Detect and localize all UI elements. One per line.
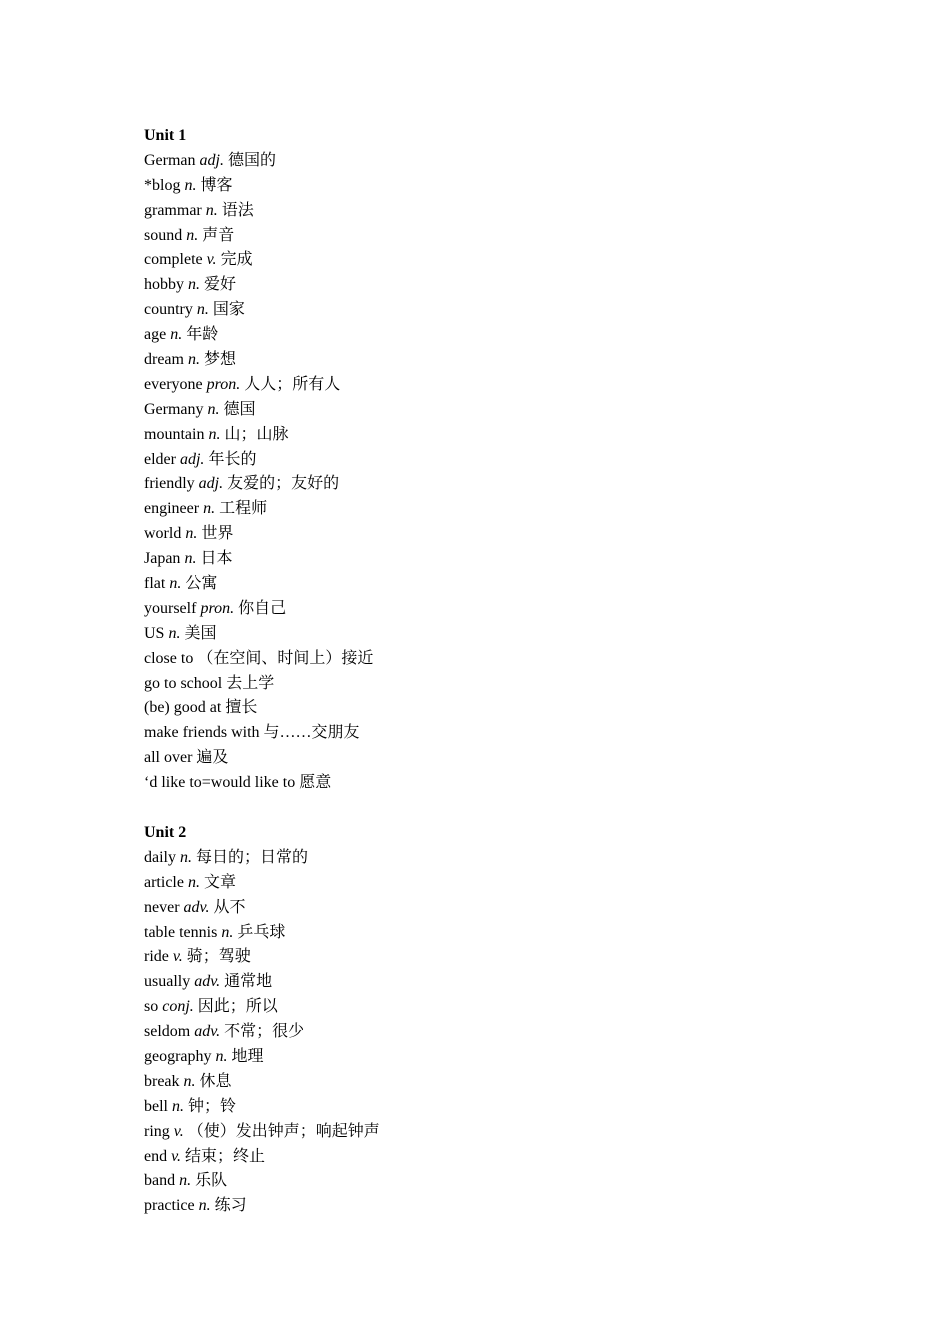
part-of-speech: n. [207,400,220,418]
vocab-meaning: 德国的 [227,151,276,169]
vocab-word: German [144,151,196,169]
vocab-entry [144,597,844,622]
vocab-entry [144,871,844,896]
vocab-entry [144,622,844,647]
vocab-word: ride [144,948,169,966]
part-of-speech: n. [168,624,181,642]
vocab-word: everyone [144,375,203,393]
part-of-speech: n. [208,425,221,443]
vocab-entry [144,572,844,597]
vocab-entry [144,1045,844,1070]
vocab-word: dream [144,351,184,369]
vocab-word: Germany [144,400,204,418]
vocabulary-list [144,124,844,1219]
vocab-meaning: 爱好 [204,276,237,294]
vocab-word: break [144,1072,180,1090]
vocab-entry [144,373,844,398]
vocab-meaning: 山；山脉 [224,425,289,443]
vocab-meaning: 工程师 [219,500,268,518]
part-of-speech: pron. [206,375,241,393]
part-of-speech: n. [183,1072,196,1090]
vocab-word: daily [144,848,176,866]
unit-title: Unit 2 [144,823,187,841]
vocab-meaning: 国家 [212,301,245,319]
vocab-word: country [144,301,193,319]
vocab-entry [144,746,844,771]
vocab-entry [144,970,844,995]
vocab-meaning: 不常；很少 [224,1023,305,1041]
part-of-speech: v. [172,948,183,966]
vocab-entry [144,696,844,721]
vocab-meaning: 擅长 [225,699,258,717]
vocab-meaning: 文章 [203,873,236,891]
part-of-speech: adv. [194,973,221,991]
vocab-word: close to [144,649,194,667]
vocab-meaning: 完成 [220,251,253,269]
vocab-word: Japan [144,550,181,568]
vocab-word: yourself [144,599,197,617]
section-gap [144,796,844,821]
vocab-meaning: 年长的 [208,450,257,468]
part-of-speech: pron. [200,599,235,617]
vocab-word: end [144,1147,168,1165]
vocab-word: mountain [144,425,205,443]
vocab-entry [144,497,844,522]
vocab-entry [144,298,844,323]
vocab-meaning: 骑；驾驶 [186,948,251,966]
vocab-word: never [144,898,180,916]
part-of-speech: v. [206,251,217,269]
vocab-meaning: 因此；所以 [197,998,278,1016]
vocab-meaning: 你自己 [238,599,287,617]
vocab-word: flat [144,575,166,593]
part-of-speech: adj. [198,475,224,493]
vocab-meaning: 博客 [200,176,233,194]
vocab-entry [144,448,844,473]
vocab-meaning: （在空间、时间上）接近 [197,649,374,667]
vocab-meaning: 友爱的；友好的 [227,475,340,493]
vocab-word: (be) good at [144,699,222,717]
part-of-speech: v. [173,1122,184,1140]
part-of-speech: n. [184,550,197,568]
vocab-word: so [144,998,159,1016]
vocab-entry [144,896,844,921]
vocab-word: practice [144,1197,195,1215]
vocab-entry [144,672,844,697]
part-of-speech: n. [180,848,192,866]
vocab-entry [144,921,844,946]
vocab-word: US [144,624,165,642]
vocab-meaning: 去上学 [226,674,275,692]
vocab-entry [144,721,844,746]
vocab-meaning: 世界 [201,525,234,543]
vocab-meaning: 练习 [214,1197,247,1215]
vocab-entry [144,1020,844,1045]
vocab-word: usually [144,973,191,991]
vocab-meaning: 公寓 [185,575,218,593]
unit-section [144,821,844,1219]
vocab-word: sound [144,226,183,244]
vocab-meaning: 每日的；日常的 [196,848,309,866]
vocab-word: grammar [144,201,202,219]
vocab-meaning: 德国 [223,400,256,418]
vocab-word: geography [144,1047,212,1065]
vocab-word: friendly [144,475,195,493]
vocab-word: band [144,1172,176,1190]
vocab-meaning: 人人；所有人 [244,375,341,393]
vocab-entry [144,423,844,448]
vocab-meaning: 乐队 [195,1172,228,1190]
vocab-word: go to school [144,674,223,692]
vocab-meaning: 与……交朋友 [263,724,360,742]
vocab-meaning: 愿意 [299,774,332,792]
part-of-speech: v. [171,1147,182,1165]
vocab-word: elder [144,450,176,468]
part-of-speech: n. [169,575,182,593]
part-of-speech: conj. [162,998,194,1016]
vocab-entry [144,547,844,572]
vocab-entry [144,1169,844,1194]
vocab-word: *blog [144,176,181,194]
vocab-entry [144,224,844,249]
vocab-meaning: 遍及 [196,749,229,767]
vocab-entry [144,273,844,298]
vocab-entry [144,1120,844,1145]
vocab-entry [144,1070,844,1095]
vocab-entry [144,348,844,373]
vocab-word: ring [144,1122,170,1140]
vocab-word: complete [144,251,203,269]
vocab-entry [144,472,844,497]
vocab-entry [144,398,844,423]
vocab-meaning: 美国 [184,624,217,642]
vocab-meaning: 休息 [199,1072,232,1090]
vocab-meaning: 乒乓球 [237,923,286,941]
part-of-speech: n. [170,326,183,344]
part-of-speech: n. [185,525,198,543]
vocab-entry [144,846,844,871]
part-of-speech: n. [215,1047,228,1065]
vocab-meaning: 钟；铃 [188,1097,237,1115]
vocab-meaning: 日本 [200,550,233,568]
part-of-speech: n. [187,351,200,369]
part-of-speech: n. [186,226,199,244]
part-of-speech: adv. [194,1023,221,1041]
part-of-speech: adv. [183,898,210,916]
vocab-meaning: 地理 [231,1047,264,1065]
part-of-speech: n. [203,500,216,518]
vocab-entry [144,1145,844,1170]
vocab-entry [144,248,844,273]
vocab-meaning: 通常地 [224,973,273,991]
vocab-entry [144,647,844,672]
part-of-speech: n. [198,1197,211,1215]
vocab-word: hobby [144,276,184,294]
part-of-speech: n. [188,276,200,294]
vocab-entry [144,945,844,970]
vocab-entry [144,174,844,199]
part-of-speech: n. [179,1172,192,1190]
vocab-meaning: 语法 [221,201,254,219]
part-of-speech: adj. [179,450,205,468]
vocab-word: all over [144,749,193,767]
vocab-entry [144,323,844,348]
vocab-entry [144,199,844,224]
vocab-word: seldom [144,1023,191,1041]
vocab-meaning: （使）发出钟声；响起钟声 [187,1122,380,1140]
unit-section [144,124,844,796]
part-of-speech: adj. [199,151,224,169]
vocab-word: world [144,525,182,543]
vocab-meaning: 从不 [213,898,246,916]
vocab-word: table tennis [144,923,218,941]
part-of-speech: n. [196,301,209,319]
part-of-speech: n. [187,873,200,891]
part-of-speech: n. [172,1097,184,1115]
vocab-entry [144,1095,844,1120]
unit-title: Unit 1 [144,127,187,144]
vocab-meaning: 声音 [202,226,235,244]
vocab-entry [144,771,844,796]
vocab-entry [144,995,844,1020]
document-page [144,124,844,1219]
vocab-entry [144,149,844,174]
part-of-speech: n. [184,176,197,194]
part-of-speech: n. [221,923,234,941]
vocab-word: make friends with [144,724,260,742]
vocab-word: engineer [144,500,200,518]
vocab-word: bell [144,1097,168,1115]
vocab-meaning: 结束；终止 [185,1147,266,1165]
vocab-word: age [144,326,167,344]
vocab-entry [144,1194,844,1219]
vocab-meaning: 年龄 [186,326,219,344]
part-of-speech: n. [205,201,218,219]
vocab-word: ‘d like to=would like to [144,774,296,792]
vocab-entry [144,522,844,547]
vocab-meaning: 梦想 [203,351,236,369]
vocab-word: article [144,873,184,891]
